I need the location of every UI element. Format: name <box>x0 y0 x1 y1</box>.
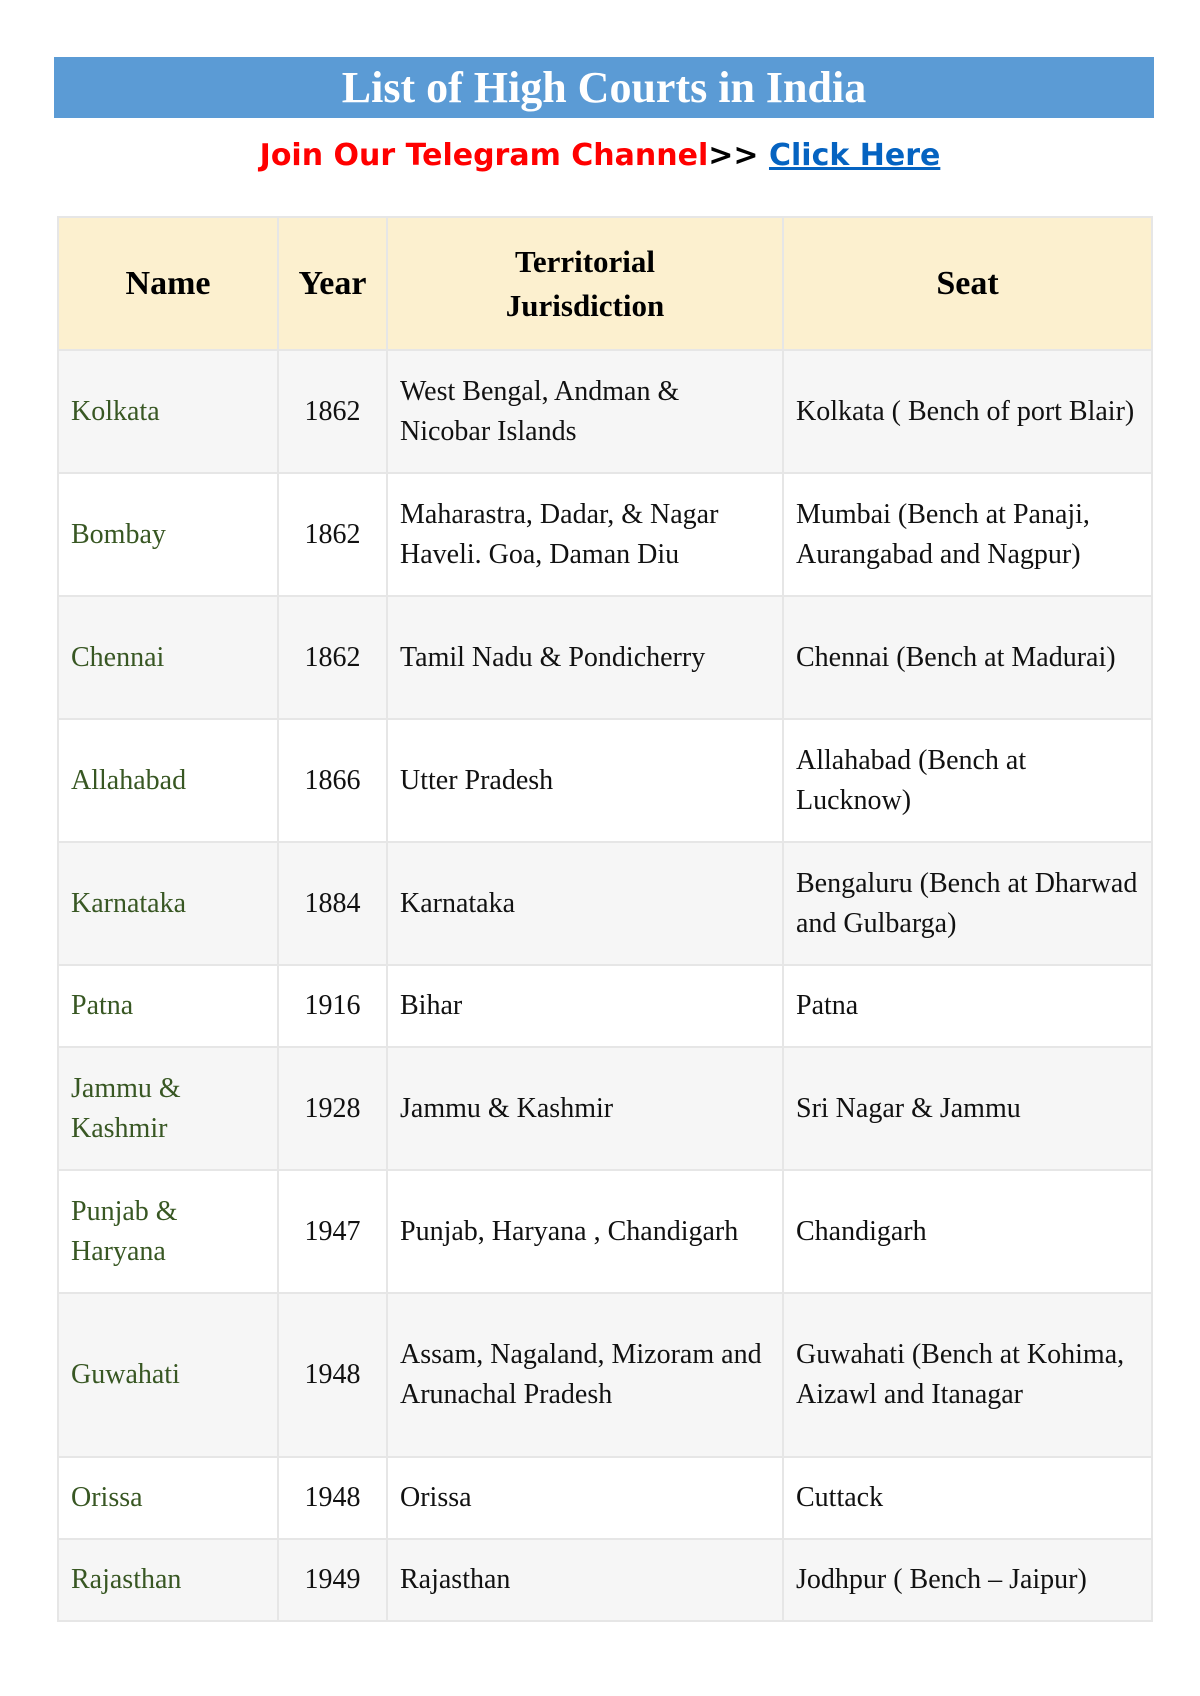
court-year-cell: 1916 <box>278 965 387 1047</box>
court-year-cell: 1862 <box>278 596 387 719</box>
court-seat-cell: Allahabad (Bench at Lucknow) <box>783 719 1152 842</box>
column-header-territorial-jurisdiction <box>387 217 783 350</box>
table-row <box>58 1293 1152 1457</box>
column-header-jurisdiction-line2: Jurisdiction <box>505 287 665 323</box>
table-row <box>58 1170 1152 1293</box>
court-seat-cell: Kolkata ( Bench of port Blair) <box>783 350 1152 473</box>
column-header-jurisdiction-line1: Territorial <box>514 243 656 279</box>
court-name-cell: Bombay <box>58 473 278 596</box>
court-name-cell: Guwahati <box>58 1293 278 1457</box>
telegram-promo-text: Join Our Telegram Channel <box>259 138 709 173</box>
court-seat-cell: Jodhpur ( Bench – Jaipur) <box>783 1539 1152 1621</box>
court-year-cell: 1947 <box>278 1170 387 1293</box>
table-row <box>58 965 1152 1047</box>
table-row <box>58 596 1152 719</box>
table-header-row <box>58 217 1152 350</box>
court-name-cell: Punjab & Haryana <box>58 1170 278 1293</box>
court-year-cell: 1949 <box>278 1539 387 1621</box>
table-row <box>58 473 1152 596</box>
court-name-cell: Allahabad <box>58 719 278 842</box>
court-name-cell: Patna <box>58 965 278 1047</box>
court-jurisdiction-cell: West Bengal, Andman & Nicobar Islands <box>387 350 783 473</box>
column-header-seat: Seat <box>783 217 1152 350</box>
court-jurisdiction-cell: Utter Pradesh <box>387 719 783 842</box>
court-seat-cell: Mumbai (Bench at Panaji, Aurangabad and Nagpur) <box>783 473 1152 596</box>
page-title: List of High Courts in India <box>54 57 1154 118</box>
court-year-cell: 1948 <box>278 1293 387 1457</box>
table-row <box>58 842 1152 965</box>
court-seat-cell: Cuttack <box>783 1457 1152 1539</box>
court-name-cell: Jammu & Kashmir <box>58 1047 278 1170</box>
table-row <box>58 719 1152 842</box>
telegram-click-here-link[interactable]: Click Here <box>768 138 941 173</box>
court-jurisdiction-cell: Punjab, Haryana , Chandigarh <box>387 1170 783 1293</box>
court-seat-cell: Patna <box>783 965 1152 1047</box>
court-name-cell: Orissa <box>58 1457 278 1539</box>
court-jurisdiction-cell: Rajasthan <box>387 1539 783 1621</box>
court-jurisdiction-cell: Maharastra, Dadar, & Nagar Haveli. Goa, Daman Diu <box>387 473 783 596</box>
court-name-cell: Karnataka <box>58 842 278 965</box>
high-courts-table <box>57 216 1153 1622</box>
table-row <box>58 350 1152 473</box>
telegram-promo <box>0 134 1200 178</box>
court-seat-cell: Chennai (Bench at Madurai) <box>783 596 1152 719</box>
court-seat-cell: Guwahati (Bench at Kohima, Aizawl and Itanagar <box>783 1293 1152 1457</box>
court-seat-cell: Bengaluru (Bench at Dharwad and Gulbarga) <box>783 842 1152 965</box>
court-year-cell: 1862 <box>278 350 387 473</box>
court-jurisdiction-cell: Tamil Nadu & Pondicherry <box>387 596 783 719</box>
table-row <box>58 1539 1152 1621</box>
court-jurisdiction-cell: Assam, Nagaland, Mizoram and Arunachal Pradesh <box>387 1293 783 1457</box>
table-row <box>58 1047 1152 1170</box>
court-seat-cell: Sri Nagar & Jammu <box>783 1047 1152 1170</box>
telegram-promo-separator: >> <box>708 138 759 173</box>
table-row <box>58 1457 1152 1539</box>
court-jurisdiction-cell: Karnataka <box>387 842 783 965</box>
court-jurisdiction-cell: Bihar <box>387 965 783 1047</box>
court-year-cell: 1884 <box>278 842 387 965</box>
court-jurisdiction-cell: Jammu & Kashmir <box>387 1047 783 1170</box>
court-year-cell: 1862 <box>278 473 387 596</box>
court-name-cell: Kolkata <box>58 350 278 473</box>
court-year-cell: 1948 <box>278 1457 387 1539</box>
court-name-cell: Rajasthan <box>58 1539 278 1621</box>
column-header-name: Name <box>58 217 278 350</box>
court-year-cell: 1866 <box>278 719 387 842</box>
court-seat-cell: Chandigarh <box>783 1170 1152 1293</box>
column-header-year: Year <box>278 217 387 350</box>
court-year-cell: 1928 <box>278 1047 387 1170</box>
court-jurisdiction-cell: Orissa <box>387 1457 783 1539</box>
court-name-cell: Chennai <box>58 596 278 719</box>
